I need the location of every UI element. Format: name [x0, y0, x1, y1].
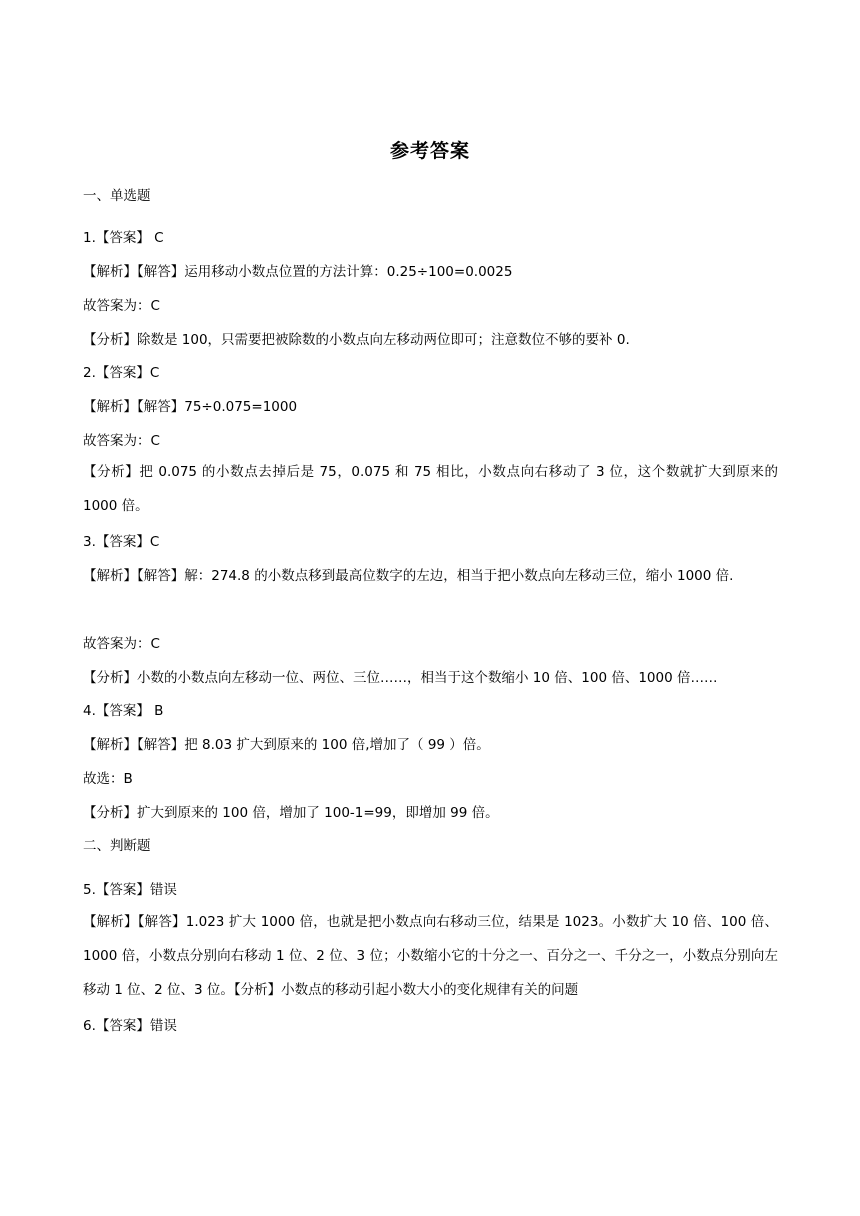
q6-answer: 6.【答案】错误	[83, 1018, 177, 1034]
q1-analysis: 【分析】除数是 100，只需要把被除数的小数点向左移动两位即可；注意数位不够的要补 0.	[83, 332, 630, 348]
section-heading-true-false: 二、判断题	[83, 838, 151, 854]
section-heading-single-choice: 一、单选题	[83, 188, 151, 204]
q1-solution: 【解析】【解答】运用移动小数点位置的方法计算：0.25÷100=0.0025	[83, 264, 513, 280]
q3-answer: 3.【答案】C	[83, 534, 160, 550]
q2-conclusion: 故答案为：C	[83, 433, 160, 449]
q5-solution: 【解析】【解答】1.023 扩大 1000 倍，也就是把小数点向右移动三位，结果是 1023。小数扩大 10 倍、100 倍、1000 倍，小数点分别向右移动 1 位、2 位、3 位；小数缩小它的十分之一、百分之一、千分之一，小数点分别向左移动 1 位、2 位、3 位。【分析】小数点的移动引起小数大小的变化规律有关的问题	[83, 914, 778, 998]
q5-answer: 5.【答案】错误	[83, 882, 177, 898]
page-title: 参考答案	[389, 140, 470, 162]
q2-answer: 2.【答案】C	[83, 365, 160, 381]
q3-conclusion: 故答案为：C	[83, 636, 160, 652]
q3-solution: 【解析】【解答】解：274.8 的小数点移到最高位数字的左边，相当于把小数点向左移动三位，缩小 1000 倍.	[83, 568, 734, 584]
q3-analysis: 【分析】小数的小数点向左移动一位、两位、三位……，相当于这个数缩小 10 倍、100 倍、1000 倍……	[83, 670, 718, 686]
q4-answer: 4.【答案】 B	[83, 703, 164, 719]
q4-analysis: 【分析】扩大到原来的 100 倍，增加了 100-1=99，即增加 99 倍。	[83, 805, 499, 821]
q1-conclusion: 故答案为：C	[83, 298, 160, 314]
q2-analysis: 【分析】把 0.075 的小数点去掉后是 75，0.075 和 75 相比，小数点向右移动了 3 位，这个数就扩大到原来的 1000 倍。	[83, 464, 778, 514]
q2-solution: 【解析】【解答】75÷0.075=1000	[83, 399, 298, 415]
q1-answer: 1.【答案】 C	[83, 230, 164, 246]
q4-conclusion: 故选：B	[83, 771, 133, 787]
q4-solution: 【解析】【解答】把 8.03 扩大到原来的 100 倍,增加了（ 99 ）倍。	[83, 737, 490, 753]
